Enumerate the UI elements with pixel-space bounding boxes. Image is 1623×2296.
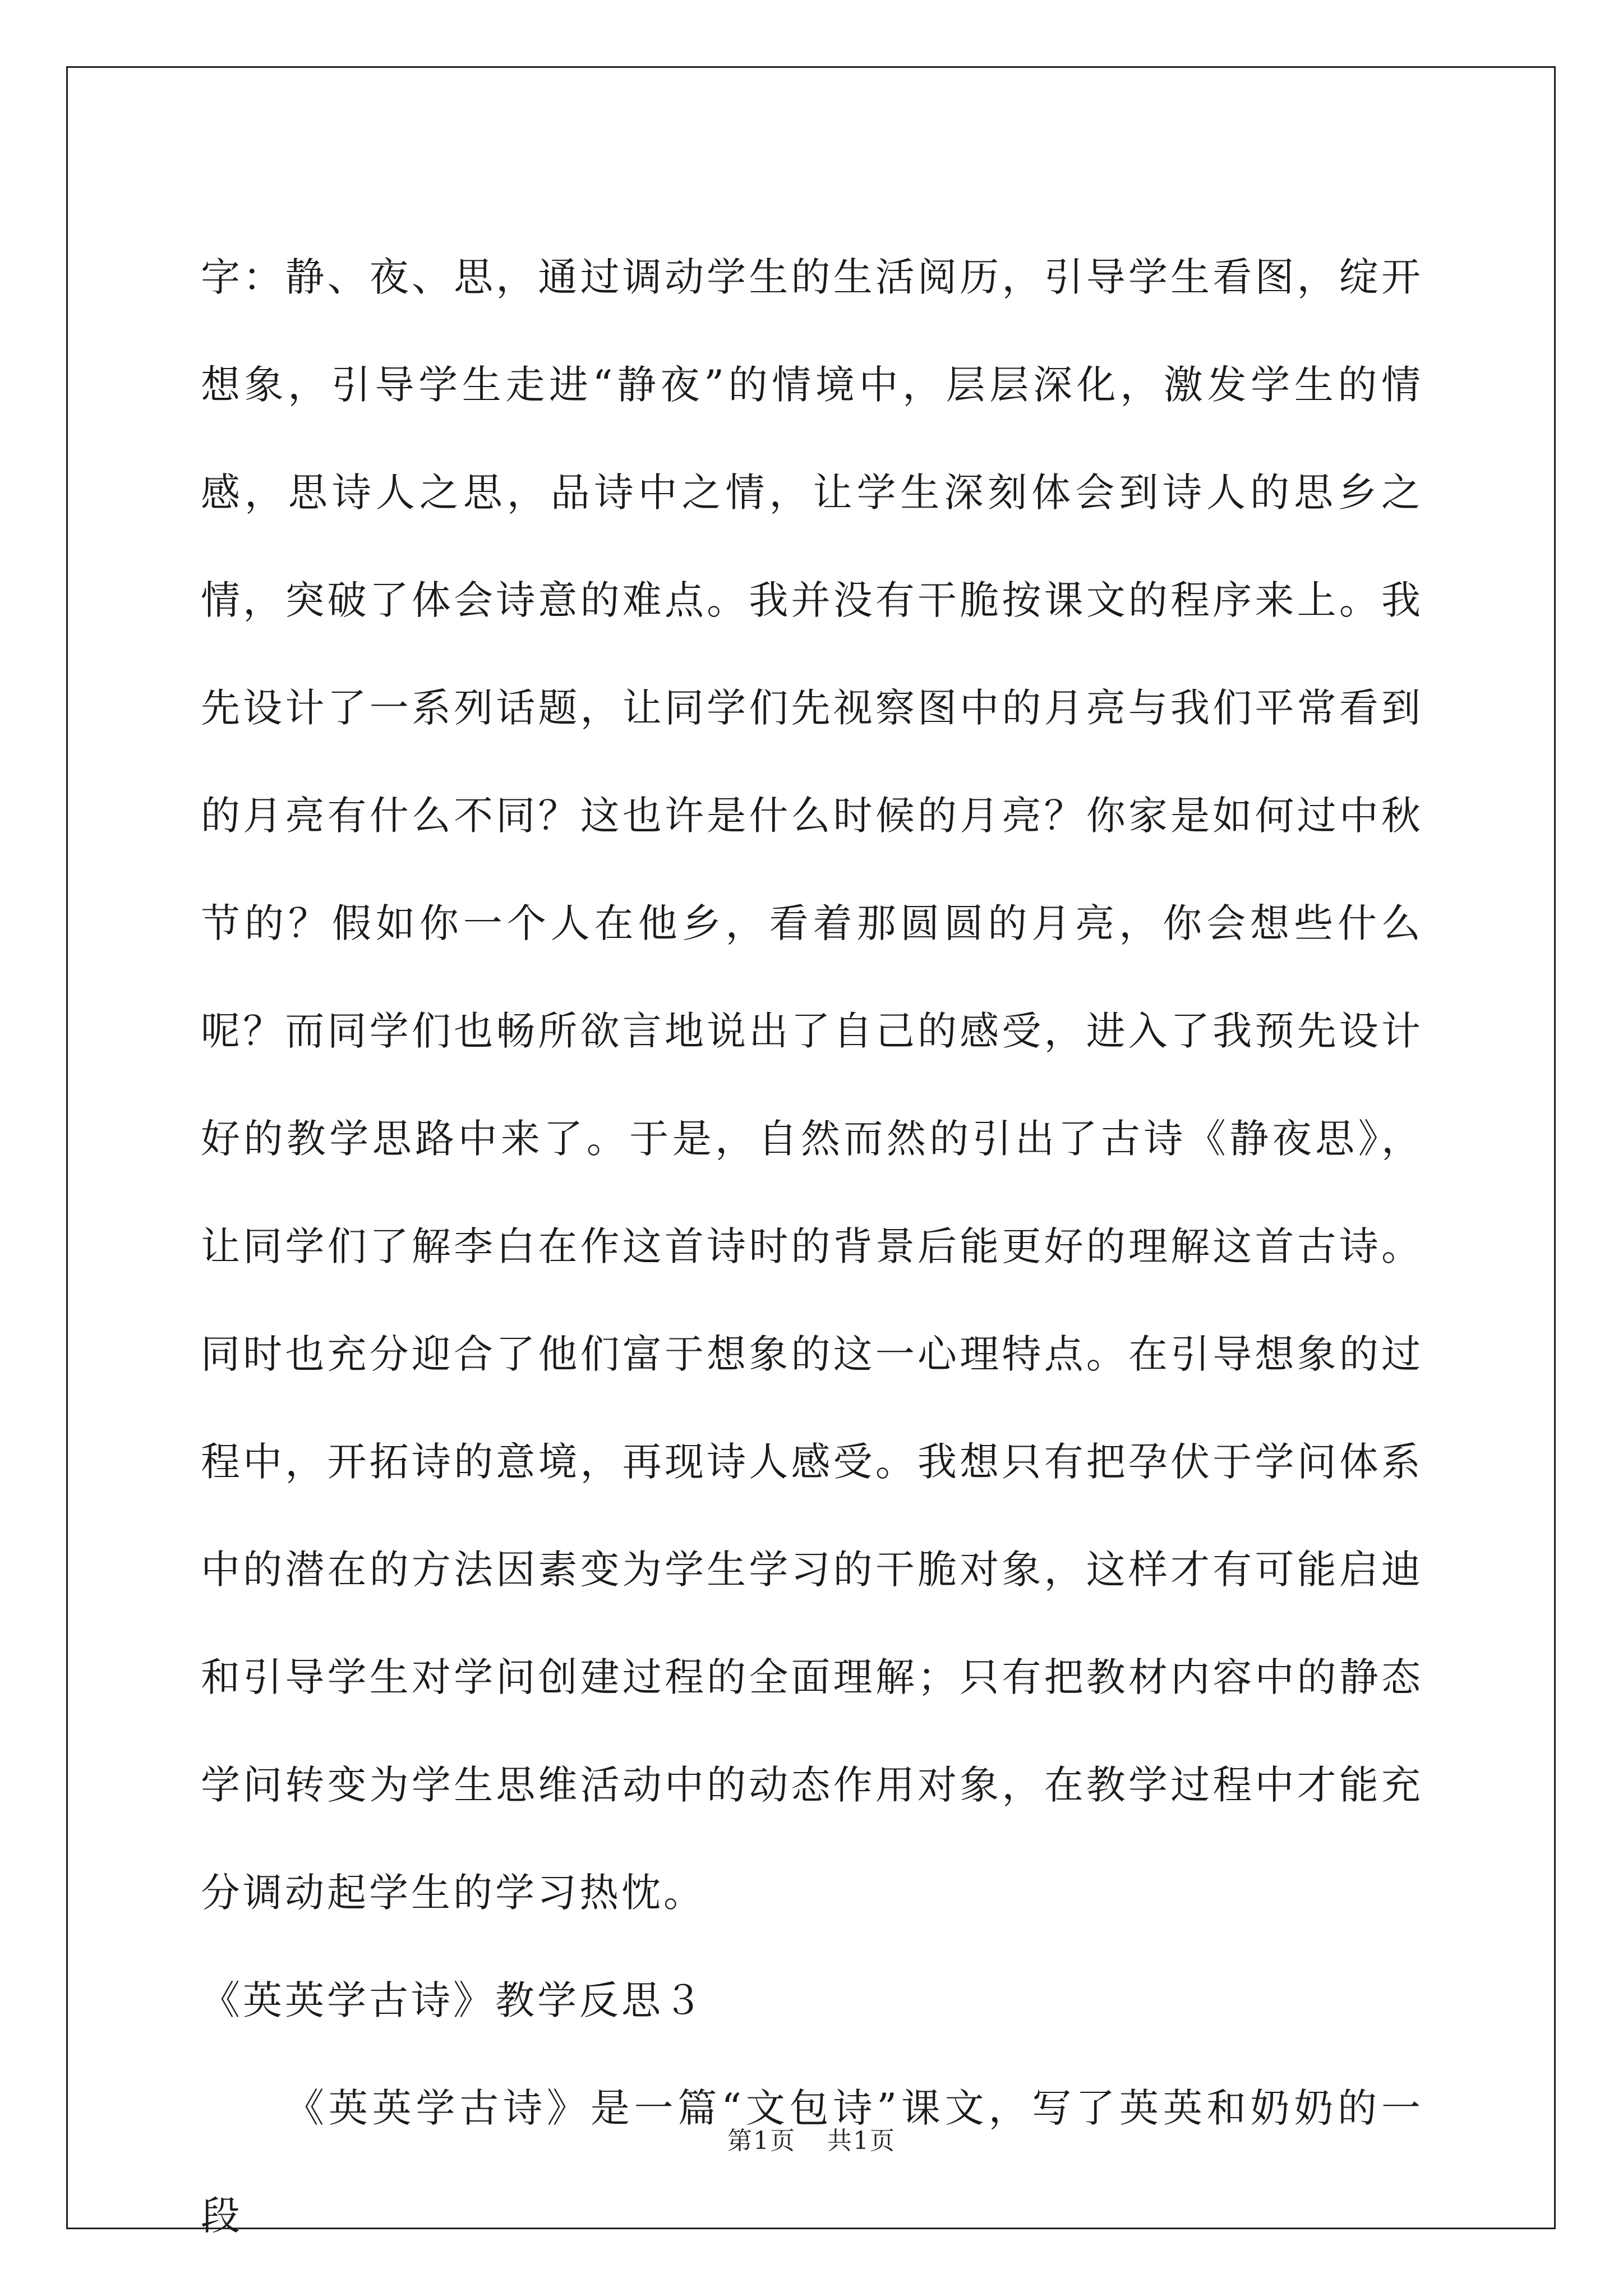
section-heading: 《英英学古诗》教学反思３ bbox=[201, 1977, 706, 2023]
body-paragraph: 字：静、夜、思，通过调动学生的生活阅历，引导学生看图，绽开想象，引导学生走进“静夜”的情境中，层层深化，激发学生的情感，思诗人之思，品诗中之情，让学生深刻体会到诗人的思乡之情，突破了体会诗意的难点。我并没有干脆按课文的程序来上。我先设计了一系列话题，让同学们先视察图中的月亮与我们平常看到的月亮有什么不同？这也许是什么时候的月亮？你家是如何过中秋节的？假如你一个人在他乡，看着那圆圆的月亮，你会想些什么呢？而同学们也畅所欲言地说出了自己的感受，进入了我预先设计好的教学思路中来了。于是，自然而然的引出了古诗《静夜思》，让同学们了解李白在作这首诗时的背景后能更好的理解这首古诗。同时也充分迎合了他们富于想象的这一心理特点。在引导想象的过程中，开拓诗的意境，再现诗人感受。我想只有把孕伏于学问体系中的潜在的方法因素变为学生学习的干脆对象，这样才有可能启迪和引导学生对学问创建过程的全面理解；只有把教材内容中的静态学问转变为学生思维活动中的动态作用对象，在教学过程中才能充分调动起学生的学习热忱。 bbox=[201, 254, 1423, 1916]
page-footer bbox=[0, 2120, 1623, 2156]
document-body bbox=[201, 223, 1423, 2270]
section-paragraph: 《英英学古诗》是一篇“文包诗”课文，写了英英和奶奶的一段 bbox=[201, 2085, 1423, 2239]
page-total: 共1页 bbox=[827, 2127, 896, 2155]
page-number: 第1页 bbox=[727, 2127, 796, 2155]
